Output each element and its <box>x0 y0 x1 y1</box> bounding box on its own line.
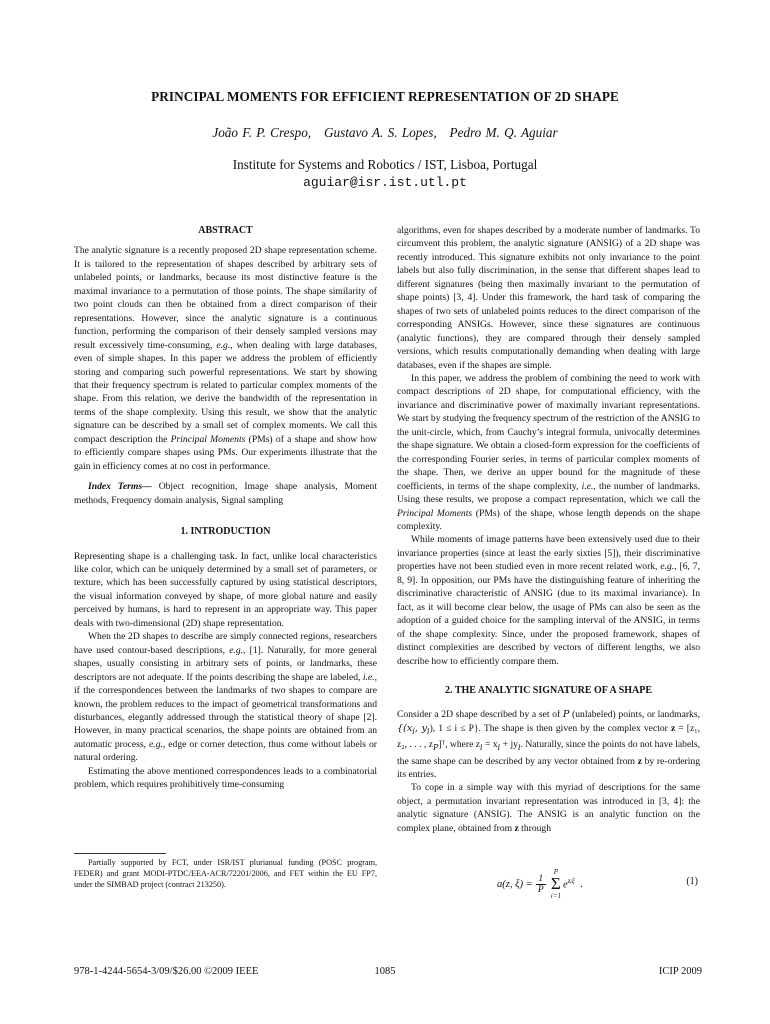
introduction-heading: 1. INTRODUCTION <box>180 526 271 538</box>
equation-sum: P Σ i=1 <box>550 868 561 900</box>
footer-copyright: 978-1-4244-5654-3/09/$26.00 ©2009 IEEE <box>74 966 259 977</box>
equation-1 <box>397 862 700 902</box>
footnote-rule <box>74 853 166 854</box>
footer-page-number: 1085 <box>374 966 396 977</box>
abstract-heading: ABSTRACT <box>198 225 253 236</box>
right-paragraph-2: In this paper, we address the problem of combining the need to work with compact descriptions of 2D shape, for computational efficiency, with the invariance and discriminative power of maximally invariant representations. We start by studying the frequency spectrum of the restriction of the ANSIG to the unit-circle, which, from Cauchy’s integral formula, univocally determines the shape signature. We obtain a closed-form expression for the coefficients of the corresponding Fourier series, in terms of particular complex moments of the shape. Then, we derive an upper bound for the magnitude of these coefficients, in terms of the shape complexity, i.e., the number of landmarks. Using these results, we propose a compact representation, which we call the Principal Moments (PMs) of the shape, whose length depends on the shape complexity. <box>397 372 700 532</box>
intro-paragraph-2: When the 2D shapes to describe are simply connected regions, researchers have used contour-based descriptions, e.g., [1]. Naturally, for more general shapes, usually consisting in arbitrary sets of points, or landmarks, these descriptors are not adequate. If the points describing the shape are labeled, i.e., if the correspondences between the landmarks of two shapes to compare are known, the problem reduces to the impact of geometrical transformations and disturbances, elegantly addressed through the statistical theory of shape [2]. However, in many practical scenarios, the shape points are obtained from an automatic process, e.g., edge or corner detection, thus come without labels or natural ordering. <box>74 631 378 764</box>
right-paragraph-1: algorithms, even for shapes described by a moderate number of landmarks. To circumvent this problem, the analytic signature (ANSIG) of a 2D shape was recently introduced. This signature exhibits not only invariance to the point labels but also fully discrimination, in the sense that different shapes lead to different signatures (being then maximally invariant to the permutation of shape points) [3, 4]. Under this framework, the hard task of comparing the shapes of two sets of unlabeled points reduces to the direct comparison of the corresponding ANSIGs. However, since these signatures are continuous (analytic functions), they are compared through their densely sampled versions, which results computationally demanding when dealing with large databases, even if the shapes are simple. <box>397 225 700 371</box>
equation-fraction: $\frac{1}{P}$ <box>536 874 546 895</box>
equation-number: (1) <box>686 876 698 887</box>
index-terms: Index Terms— Object recognition, Image shape analysis, Moment methods, Frequency domain analysis, Signal sampling <box>74 481 377 506</box>
paper-title: PRINCIPAL MOMENTS FOR EFFICIENT REPRESENTATION OF 2D SHAPE <box>151 89 619 104</box>
equation-term: $e^{zᵢ\xi}$ <box>562 877 575 891</box>
right-paragraph-3: While moments of image patterns have been extensively used due to their invariance properties (since at least the early sixties [5]), their discriminative properties have not been studied even in more recent related work, e.g., [6, 7, 8, 9]. In opposition, our PMs have the distinguishing feature of inheriting the discriminative characteristic of ANSIG (due to its maximal invariance). In fact, as it will become clear below, the usage of PMs can also be seen as the adoption of a guided choice for the sampling interval of the ANSIG, in terms of the shape complexity. Since, under the proposed framework, shapes of distinct complexities are described by vectors of different lengths, we also describe how to efficiently compare them. <box>397 534 700 667</box>
footer-conference: ICIP 2009 <box>658 966 702 977</box>
equation-body: a(z, ξ) = $\frac{1}{P}$ P Σ i=1 $e^{zᵢ\xi}$ . <box>497 868 584 900</box>
section-2-paragraph-1: Consider a 2D shape described by a set of P (unlabeled) points, or landmarks, {($x_i$, $y_i$), 1 ≤ i ≤ P}. The shape is then given by the complex vector z = [z₁, z₂, . . . , $z_P]ᵀ$, where $z_i = x_i + jy_i$. Naturally, since the points do not have labels, the same shape can be described by any vector obtained from z by re-ordering its entries. <box>397 709 700 781</box>
abstract-text: The analytic signature is a recently proposed 2D shape representation scheme. It is tailored to the representation of shapes described by arbitrary sets of unlabeled points, or landmarks, because its most distinctive feature is the maximal invariance to a permutation of those points. The shape similarity of two point clouds can then be obtained from a direct comparison of their representations. However, since the analytic signature is a continuous function, performing the comparison of their densely sampled versions may result excessively time-consuming, e.g., when dealing with large databases, even of simple shapes. In this paper we address the problem of efficiently storing and comparing such powerful representations. We start by showing that their frequency spectrum is related to particular complex moments of the shape. From this relation, we derive the bandwidth of the representation in terms of the shape complexity. Using this result, we show that the analytic signature can be described by a small set of complex moments. We call this compact description the Principal Moments (PMs) of a shape and show how to efficiently compare shapes using PMs. Our experiments illustrate that the gain in efficiency comes at no cost in performance. <box>74 245 378 472</box>
intro-paragraph-1: Representing shape is a challenging task. In fact, unlike local characteristics like color, which can be uniquely determined by a small set of parameters, or texture, which has been successfully captured by using statistical descriptors, the visual information conveyed by shape, of more global nature and easily perceived by humans, is hard to represent in an appropriate way. This paper deals with two-dimensional (2D) shape representation. <box>74 550 377 629</box>
section-2-heading: 2. THE ANALYTIC SIGNATURE OF A SHAPE <box>445 684 652 696</box>
intro-paragraph-3: Estimating the above mentioned correspondences leads to a combinatorial problem, which requires prohibitively time-consuming <box>74 765 377 791</box>
section-2-paragraph-2: To cope in a simple way with this myriad of descriptions for the same object, a permutation invariant representation was introduced in [3, 4]: the analytic signature (ANSIG). The ANSIG is an analytic function on the complex plane, obtained from z through <box>397 782 700 834</box>
paper-authors: João F. P. Crespo, Gustavo A. S. Lopes, Pedro M. Q. Aguiar <box>212 125 558 140</box>
left-column <box>74 224 377 792</box>
paper-email: aguiar@isr.ist.utl.pt <box>303 175 467 190</box>
paper-affiliation: Institute for Systems and Robotics / IST, Lisboa, Portugal <box>232 157 538 172</box>
footnote: Partially supported by FCT, under ISR/IST plurianual funding (POSC program, FEDER) and grant MODI-PTDC/EEA-ACR/72201/2006, and FET within the EU FP7, under the SIMBAD project (contract 213250). <box>74 858 377 890</box>
equation-lhs: a(z, ξ) = <box>497 878 533 890</box>
right-column <box>397 224 700 835</box>
